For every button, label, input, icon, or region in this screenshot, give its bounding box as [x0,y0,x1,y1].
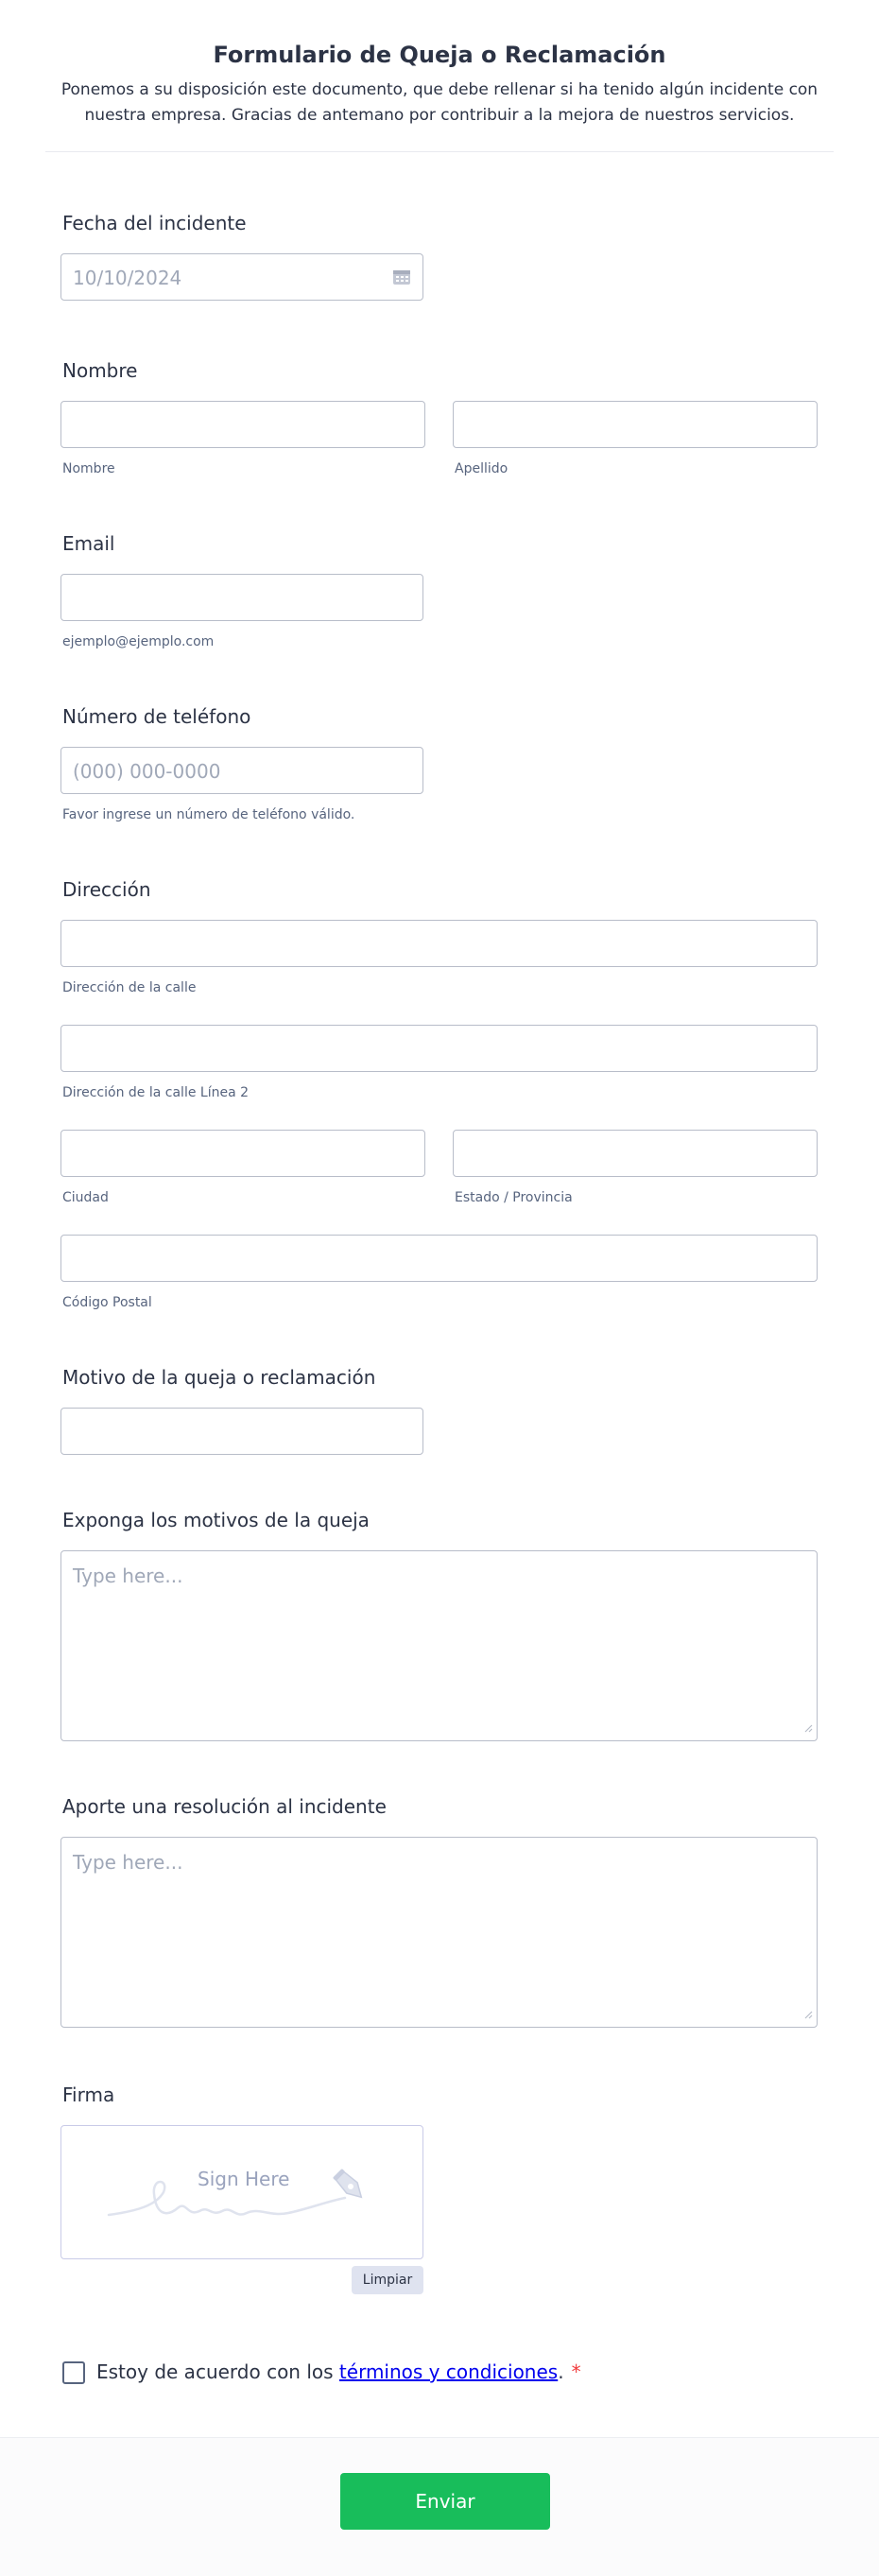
complaint-label: Exponga los motivos de la queja [62,1509,370,1531]
resolution-placeholder: Type here... [73,1851,183,1874]
calendar-icon[interactable] [392,268,411,290]
terms-prefix: Estoy de acuerdo con los [96,2360,339,2383]
terms-suffix: . [558,2360,564,2383]
terms-link[interactable]: términos y condiciones [338,2360,559,2383]
signature-pad[interactable] [60,2125,423,2259]
address-label: Dirección [62,878,151,901]
street-address-input[interactable] [60,920,818,967]
postal-code-input[interactable] [60,1235,818,1282]
email-sublabel: ejemplo@ejemplo.com [62,634,215,649]
reason-input[interactable] [60,1408,423,1455]
email-label: Email [62,532,115,555]
email-input[interactable] [60,574,423,621]
resolution-label: Aporte una resolución al incidente [62,1795,387,1818]
resize-handle-icon[interactable] [803,1719,813,1737]
clear-signature-button[interactable]: Limpiar [352,2266,423,2294]
state-input[interactable] [453,1130,818,1177]
form-header [45,38,834,129]
complaint-placeholder: Type here... [73,1565,183,1587]
first-name-input[interactable] [60,401,425,448]
state-sublabel: Estado / Provincia [455,1190,573,1205]
last-name-input[interactable] [453,401,818,448]
phone-sublabel: Favor ingrese un número de teléfono válido. [62,807,355,822]
name-label: Nombre [62,359,138,382]
incident-date-label: Fecha del incidente [62,212,247,234]
city-input[interactable] [60,1130,425,1177]
phone-label: Número de teléfono [62,705,251,728]
submit-button[interactable]: Enviar [340,2473,550,2530]
phone-placeholder: (000) 000-0000 [73,760,221,783]
header-divider [45,151,834,152]
resolution-textarea[interactable] [60,1837,818,2028]
required-asterisk: * [571,2360,581,2383]
incident-date-placeholder: 10/10/2024 [73,267,182,289]
signature-placeholder: Sign Here [198,2168,290,2190]
terms-label [96,2360,581,2383]
city-sublabel: Ciudad [62,1190,109,1205]
postal-code-sublabel: Código Postal [62,1295,152,1310]
terms-checkbox[interactable] [62,2361,85,2384]
first-name-sublabel: Nombre [62,461,115,476]
reason-label: Motivo de la queja o reclamación [62,1366,376,1389]
phone-input[interactable] [60,747,423,794]
street-address-line2-sublabel: Dirección de la calle Línea 2 [62,1085,250,1100]
signature-label: Firma [62,2083,115,2106]
pen-icon [330,2166,371,2211]
street-address-sublabel: Dirección de la calle [62,980,197,995]
form-title: Formulario de Queja o Reclamación [213,42,666,68]
complaint-textarea[interactable] [60,1550,818,1741]
resize-handle-icon[interactable] [803,2005,813,2023]
incident-date-input[interactable] [60,253,423,301]
last-name-sublabel: Apellido [455,461,508,476]
street-address-line2-input[interactable] [60,1025,818,1072]
form-description: Ponemos a su disposición este documento, que debe rellenar si ha tenido algún incidente con nuestra empresa. Gracias de antemano por contribuir a la mejora de nuestros servicios. [60,80,819,125]
